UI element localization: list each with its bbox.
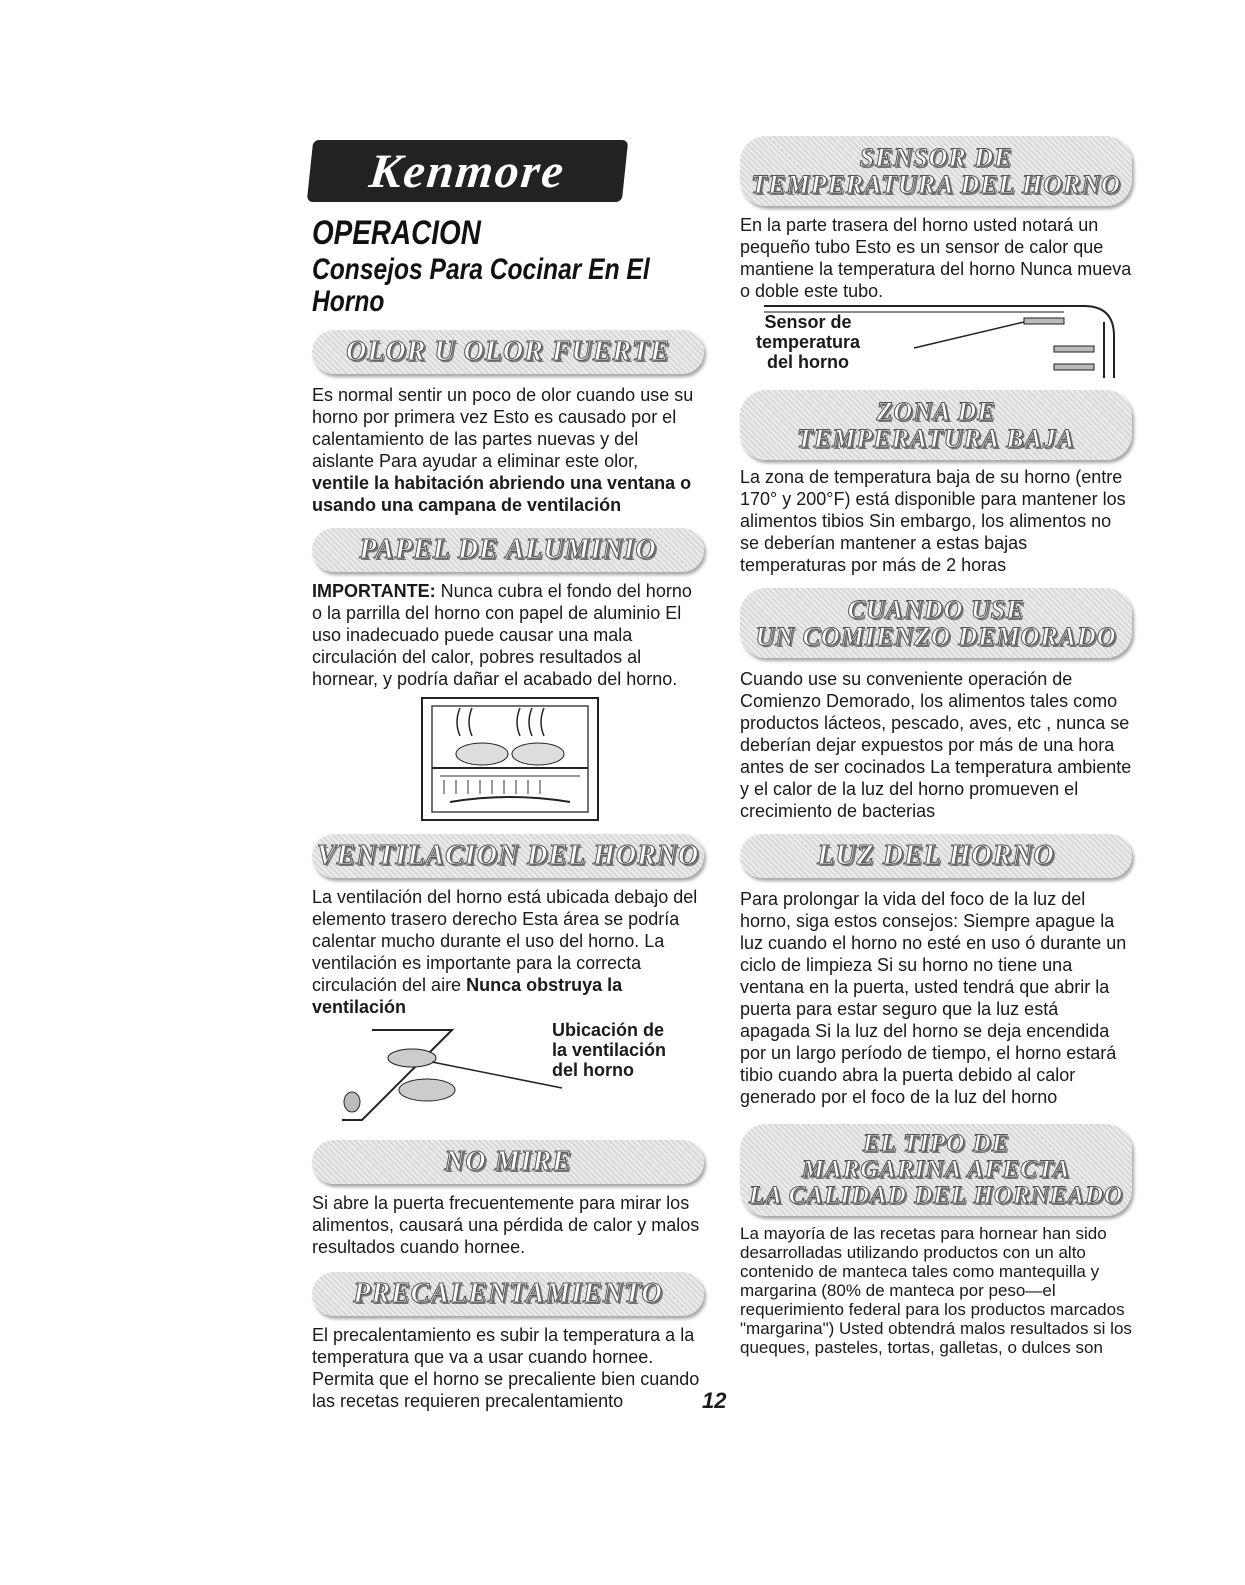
left-column — [312, 330, 704, 1412]
section-banner-ventilacion: VENTILACION DEL HORNO — [312, 834, 704, 878]
section-banner-olor: OLOR U OLOR FUERTE — [312, 330, 704, 374]
no-mire-text: Si abre la puerta frecuentemente para mirar los alimentos, causará una pérdida de calor y malos resultados cuando hornee. — [312, 1193, 700, 1257]
page-number: 12 — [702, 1388, 727, 1413]
page-subtitle: Consejos Para Cocinar En El Horno — [312, 253, 650, 318]
section-banner-no-mire: NO MIRE — [312, 1140, 704, 1184]
precalentamiento-text: El precalentamiento es subir la temperatura a la temperatura que va a usar cuando hornee. Permita que el horno se precaliente bien cuando las recetas requieren precalentamiento — [312, 1325, 700, 1411]
section-banner-margarina: EL TIPO DE MARGARINA AFECTA LA CALIDAD DEL HORNEADO — [740, 1124, 1132, 1216]
section-banner-sensor: SENSOR DE TEMPERATURA DEL HORNO — [740, 136, 1132, 206]
sensor-label: Sensor de temperatura del horno — [756, 312, 861, 372]
margarina-text: La mayoría de las recetas para hornear han sido desarrolladas utilizando productos con un alto contenido de manteca tales como mantequilla y margarina (80% de manteca por peso—el requerimiento federal para los productos marcados "margarina") Usted obtendrá malos resultados si los queques, pasteles, tortas, galletas, o dulces son — [740, 1224, 1132, 1357]
luz-text: Para prolongar la vida del foco de la luz del horno, siga estos consejos: Siempre apague la luz cuando el horno no esté en uso ó durante un ciclo de limpieza Si su horno no tiene una ventana en la puerta, usted tendrá que abrir la puerta para estar seguro que la luz está apagada Si la luz del horno se deja encendida por un largo período de tiempo, el horno estará tibio cuando abra la puerta debido al calor generado por el foco de la luz del horno — [740, 889, 1127, 1107]
kenmore-logo: Kenmore — [307, 140, 629, 202]
sensor-tube-illustration — [764, 302, 1124, 382]
papel-text: IMPORTANTE: Nunca cubra el fondo del horno o la parrilla del horno con papel de aluminio El uso inadecuado puede causar una mala circulación del calor, pobres resultados al hornear, y podría dañar el acabado del horno. — [312, 581, 692, 689]
sensor-text: En la parte trasera del horno usted notará un pequeño tubo Esto es un sensor de calor que mantiene la temperatura del horno Nunca mueva o doble este tubo. — [740, 215, 1132, 301]
cooktop-vent-illustration — [332, 1020, 572, 1130]
comienzo-demorado-text: Cuando use su conveniente operación de Comienzo Demorado, los alimentos tales como productos lácteos, pescado, aves, etc , nunca se deberían dejar expuestos por más de una hora antes de ser cocinados La temperatura ambiente y el calor de la luz del horno promueven el crecimiento de bacterias — [740, 669, 1132, 821]
olor-text: Es normal sentir un poco de olor cuando use su horno por primera vez Esto es causado por el calentamiento de las partes nuevas y del aislante Para ayudar a eliminar este olor, — [312, 385, 694, 471]
sensor-figure — [740, 302, 1132, 384]
vent-location-label: Ubicación de la ventilación del horno — [552, 1020, 667, 1080]
section-banner-papel: PAPEL DE ALUMINIO — [312, 528, 704, 572]
vent-figure — [312, 1018, 704, 1136]
right-column — [740, 136, 1132, 1357]
section-banner-zona-baja: ZONA DE TEMPERATURA BAJA — [740, 390, 1132, 460]
oven-foil-illustration — [420, 696, 600, 822]
section-banner-precalentamiento: PRECALENTAMIENTO — [312, 1272, 704, 1316]
section-banner-comienzo-demorado: CUANDO USE UN COMIENZO DEMORADO — [740, 588, 1132, 658]
zona-baja-text: La zona de temperatura baja de su horno (entre 170° y 200°F) está disponible para mantener los alimentos tibios Sin embargo, los alimentos no se deberían mantener a estas bajas temperaturas por más de 2 horas — [740, 467, 1126, 575]
page-title: OPERACION — [312, 214, 481, 252]
olor-bold-text: ventile la habitación abriendo una ventana o usando una campana de ventilación — [312, 473, 692, 515]
ventilacion-text: La ventilación del horno está ubicada debajo del elemento trasero derecho Esta área se podría calentar mucho durante el uso del horno. La ventilación es importante para la correcta circulación del aire Nunca obstruya la ventilación — [312, 887, 698, 1017]
section-banner-luz: LUZ DEL HORNO — [740, 834, 1132, 878]
